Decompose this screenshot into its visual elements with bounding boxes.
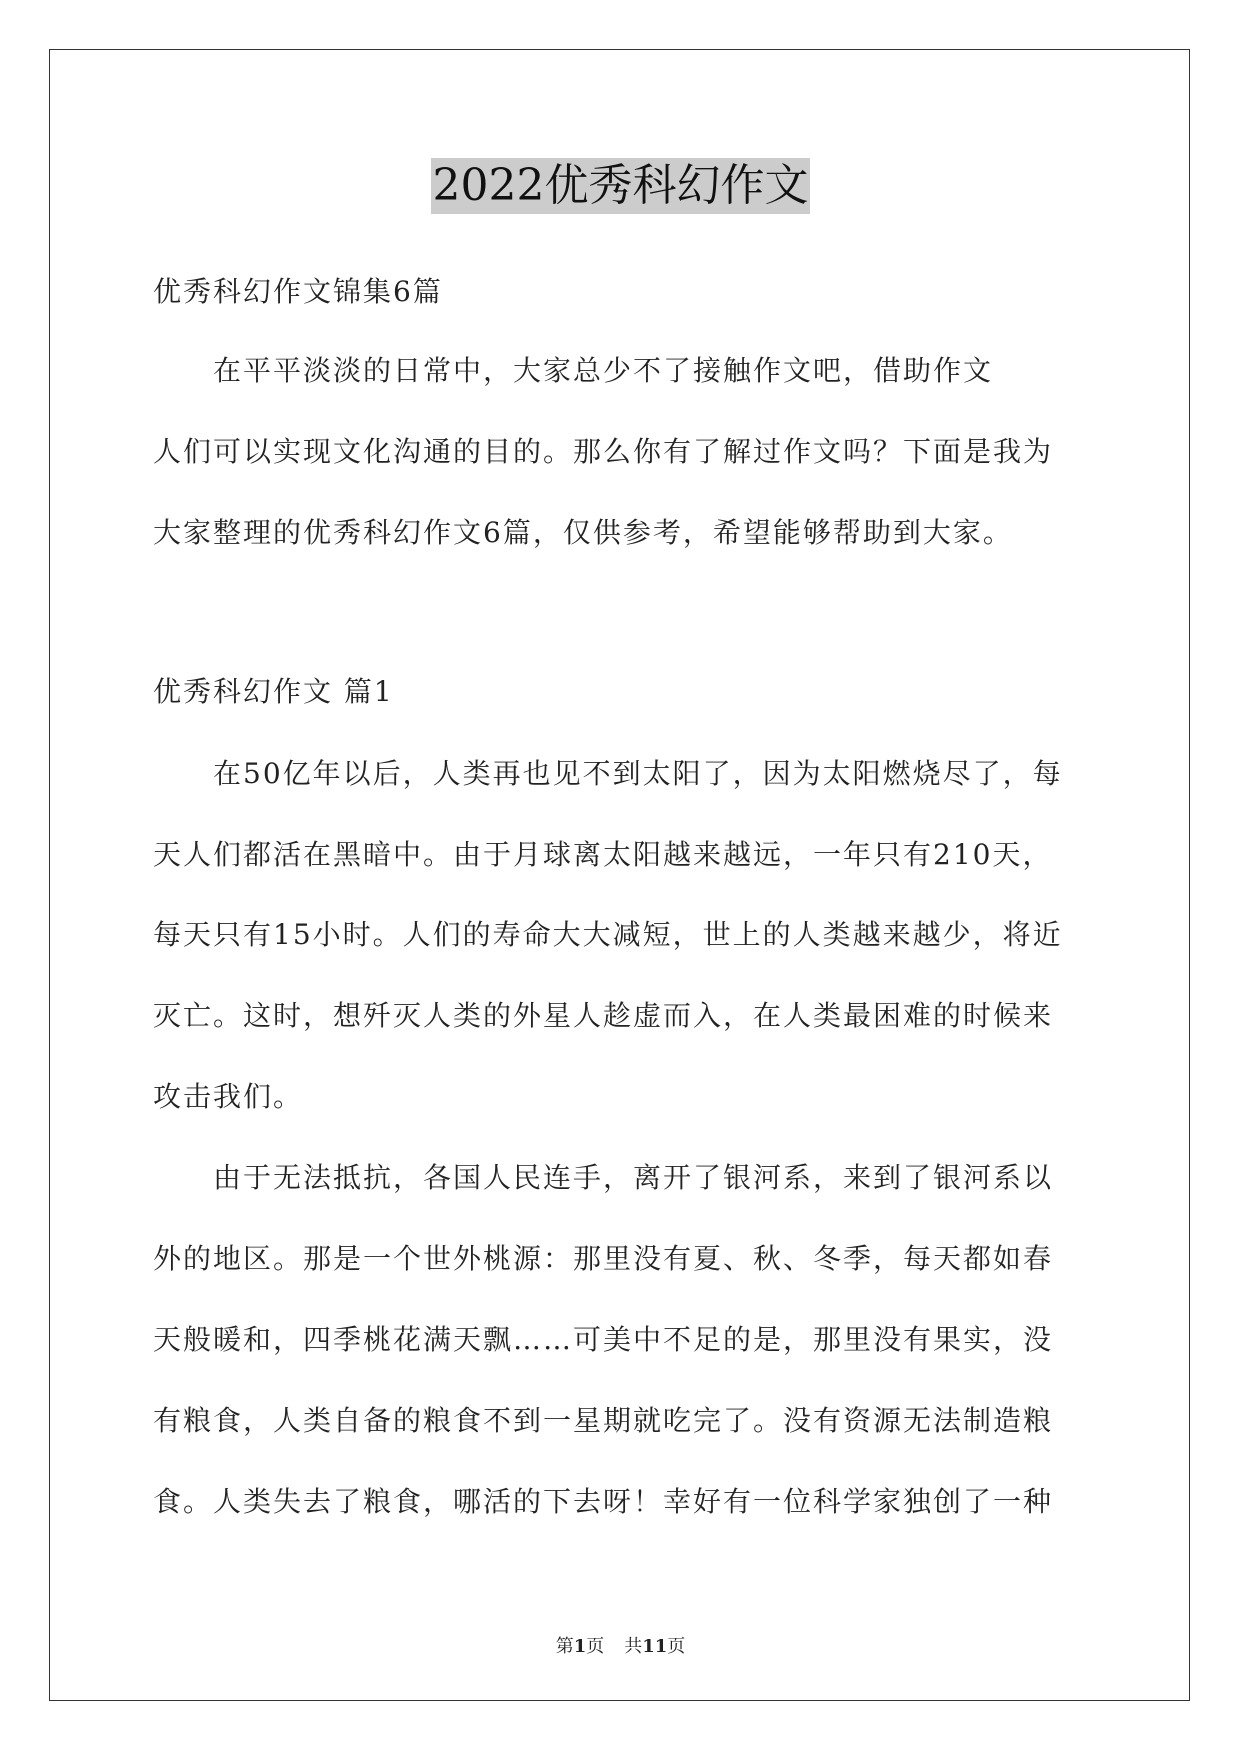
body-line: 有粮食，人类自备的粮食不到一星期就吃完了。没有资源无法制造粮 (153, 1404, 1054, 1437)
total-prefix: 共 (624, 1636, 643, 1657)
body-line: 天般暖和，四季桃花满天飘……可美中不足的是，那里没有果实，没 (153, 1323, 1054, 1356)
document-title: 2022优秀科幻作文 (431, 158, 811, 214)
body-line: 攻击我们。 (153, 1080, 304, 1113)
body-line: 天人们都活在黑暗中。由于月球离太阳越来越远，一年只有210天， (153, 838, 1053, 871)
page-total: 11 (642, 1636, 668, 1657)
title-wrap (0, 158, 1241, 214)
page-current: 1 (573, 1636, 587, 1657)
total-suffix: 页 (667, 1636, 686, 1657)
document-subtitle: 优秀科幻作文锦集6篇 (153, 275, 443, 308)
body-line: 每天只有15小时。人们的寿命大大减短，世上的人类越来越少，将近 (153, 918, 1063, 951)
body-line: 外的地区。那是一个世外桃源：那里没有夏、秋、冬季，每天都如春 (153, 1242, 1054, 1275)
intro-line: 在平平淡淡的日常中，大家总少不了接触作文吧，借助作文 (153, 354, 994, 387)
page-prefix: 第 (555, 1636, 574, 1657)
body-line: 灭亡。这时，想歼灭人类的外星人趁虚而入，在人类最困难的时候来 (153, 999, 1054, 1032)
section-heading: 优秀科幻作文 篇1 (153, 675, 394, 708)
body-line: 食。人类失去了粮食，哪活的下去呀！幸好有一位科学家独创了一种 (153, 1485, 1054, 1518)
page-suffix: 页 (586, 1636, 605, 1657)
body-line: 由于无法抵抗，各国人民连手，离开了银河系，来到了银河系以 (153, 1161, 1054, 1194)
intro-line: 大家整理的优秀科幻作文6篇，仅供参考，希望能够帮助到大家。 (153, 516, 1013, 549)
page-footer (0, 1632, 1241, 1658)
body-line: 在50亿年以后，人类再也见不到太阳了，因为太阳燃烧尽了，每 (153, 757, 1063, 790)
intro-line: 人们可以实现文化沟通的目的。那么你有了解过作文吗？下面是我为 (153, 435, 1054, 468)
